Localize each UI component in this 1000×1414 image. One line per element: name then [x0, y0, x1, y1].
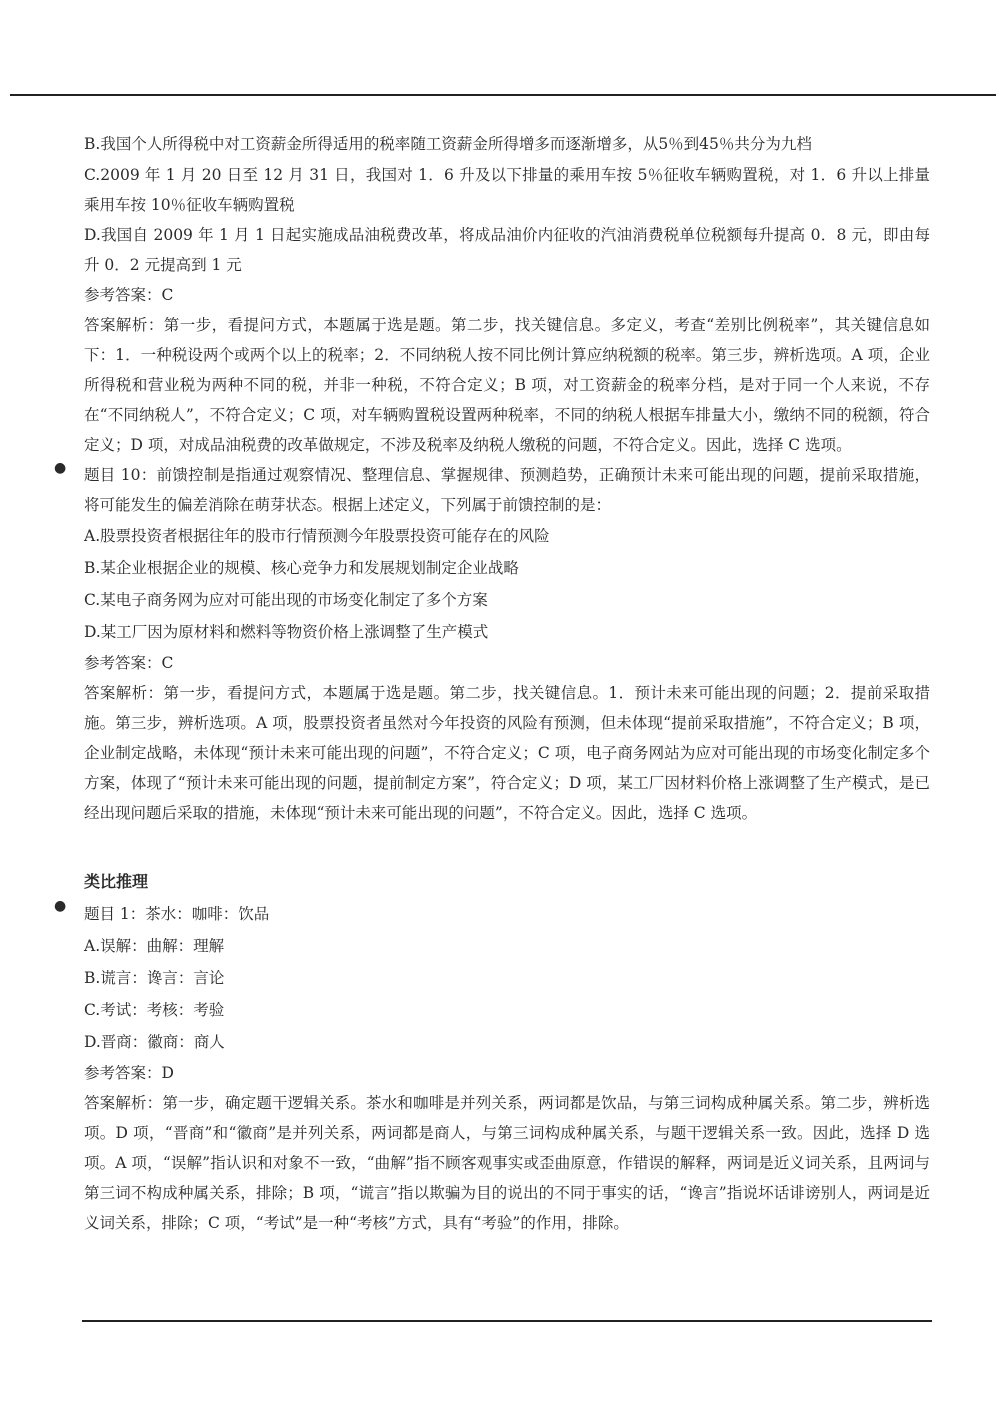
option-c: C.考试：考核：考验 — [84, 1001, 225, 1019]
section-heading: 类比推理 — [84, 872, 149, 891]
footer-rule — [82, 1320, 932, 1322]
option-d: D.某工厂因为原材料和燃料等物资价格上涨调整了生产模式 — [84, 623, 489, 641]
option-d: D.我国自 2009 年 1 月 1 日起实施成品油税费改革，将成品油价内征收的汽油消费税单位税额每升提高 0．8 元，即由每升 0．2 元提高到 1 元 — [84, 226, 930, 274]
question-10 — [54, 460, 930, 828]
option-b: B.谎言：谗言：言论 — [84, 969, 225, 987]
bullet-icon: ● — [54, 898, 67, 914]
question-stem: 题目 1：茶水：咖啡：饮品 — [84, 905, 270, 923]
question-9-continuation — [84, 128, 930, 460]
answer: 参考答案：C — [84, 654, 174, 672]
answer: 参考答案：D — [84, 1064, 174, 1082]
analysis: 答案解析：第一步，确定题干逻辑关系。茶水和咖啡是并列关系，两词都是饮品，与第三词构成种属关系。第二步，辨析选项。D 项，“晋商”和“徽商”是并列关系，两词都是商人，与第三词构成种属关系，与题干逻辑关系一致。因此，选择 D 选项。A 项，“误解”指认识和对象不一致，“曲解”指不顾客观事实或歪曲原意，作错误的解释，两词是近义词关系，且两词与第三词不构成种属关系，排除；B 项，“谎言”指以欺骗为目的说出的不同于事实的话，“谗言”指说坏话诽谤别人，两词是近义词关系，排除；C 项，“考试”是一种“考核”方式，具有“考验”的作用，排除。 — [84, 1094, 930, 1232]
option-d: D.晋商：徽商：商人 — [84, 1033, 225, 1051]
question-1 — [54, 898, 930, 1238]
option-a: A.股票投资者根据往年的股市行情预测今年股票投资可能存在的风险 — [84, 527, 550, 545]
answer: 参考答案：C — [84, 286, 174, 304]
header-rule — [10, 94, 996, 96]
bullet-icon: ● — [54, 460, 67, 476]
option-c: C.2009 年 1 月 20 日至 12 月 31 日，我国对 1．6 升及以下排量的乘用车按 5％征收车辆购置税，对 1．6 升以上排量乘用车按 10％征收车辆购置税 — [84, 166, 930, 214]
analysis: 答案解析：第一步，看提问方式，本题属于选是题。第二步，找关键信息。多定义，考查“差别比例税率”，其关键信息如下：1．一种税设两个或两个以上的税率；2．不同纳税人按不同比例计算应纳税额的税率。第三步，辨析选项。A 项，企业所得税和营业税为两种不同的税，并非一种税，不符合定义；B 项，对工资薪金的税率分档，是对于同一个人来说，不存在“不同纳税人”，不符合定义；C 项，对车辆购置税设置两种税率，不同的纳税人根据车排量大小，缴纳不同的税额，符合定义；D 项，对成品油税费的改革做规定，不涉及税率及纳税人缴税的问题，不符合定义。因此，选择 C 选项。 — [84, 316, 930, 454]
analysis: 答案解析：第一步，看提问方式，本题属于选是题。第二步，找关键信息。1．预计未来可能出现的问题；2．提前采取措施。第三步，辨析选项。A 项，股票投资者虽然对今年投资的风险有预测，但未体现“提前采取措施”，不符合定义；B 项，企业制定战略，未体现“预计未来可能出现的问题”，不符合定义；C 项，电子商务网站为应对可能出现的市场变化制定多个方案，体现了“预计未来可能出现的问题，提前制定方案”，符合定义；D 项，某工厂因材料价格上涨调整了生产模式，是已经出现问题后采取的措施，未体现“预计未来可能出现的问题”，不符合定义。因此，选择 C 选项。 — [84, 684, 930, 822]
option-a: A.误解：曲解：理解 — [84, 937, 225, 955]
document-body — [54, 128, 930, 1238]
option-b: B.我国个人所得税中对工资薪金所得适用的税率随工资薪金所得增多而逐渐增多，从5％到45％共分为九档 — [84, 135, 812, 153]
option-b: B.某企业根据企业的规模、核心竞争力和发展规划制定企业战略 — [84, 559, 519, 577]
question-stem: 题目 10：前馈控制是指通过观察情况、整理信息、掌握规律、预测趋势，正确预计未来可能出现的问题，提前采取措施，将可能发生的偏差消除在萌芽状态。根据上述定义，下列属于前馈控制的是： — [84, 466, 930, 514]
option-c: C.某电子商务网为应对可能出现的市场变化制定了多个方案 — [84, 591, 488, 609]
